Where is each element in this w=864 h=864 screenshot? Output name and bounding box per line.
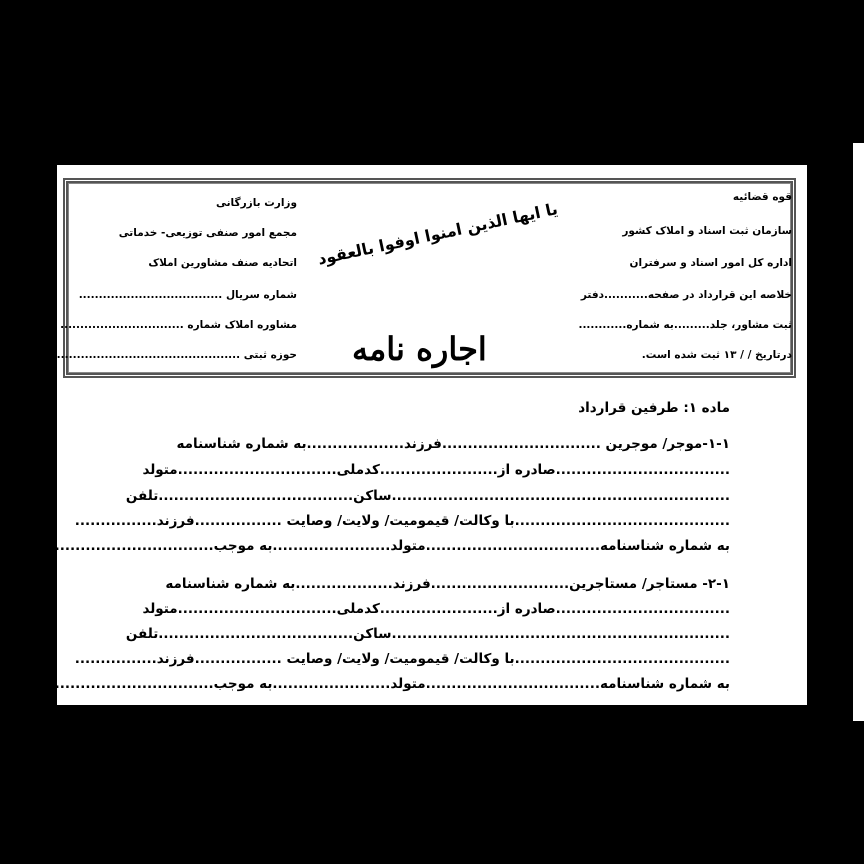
article-1-heading: ماده ۱: طرفین قرارداد (578, 400, 730, 416)
header-right-judiciary: قوه قضائیه (732, 191, 792, 203)
tenant-line-5: به شماره شناسنامه..................................متولد.......................به موجب..................................... (23, 676, 730, 692)
landlord-line-1: ۱-۱-موجر/ موجرین ...............................فرزند...................به شماره شناسنامه (176, 436, 730, 452)
tenant-line-1: ۲-۱- مستاجر/ مستاجرین...........................فرزند...................به شماره شناسنامه (165, 576, 730, 592)
header-left-ministry: وزارت بازرگانی (215, 197, 297, 209)
header-left-union: اتحادیه صنف مشاورین املاک (148, 257, 297, 269)
tenant-line-2: ..................................صادره از.......................کدملی...............................متولد (142, 601, 730, 617)
landlord-line-2: ..................................صادره از.......................کدملی...............................متولد (142, 462, 730, 478)
header-left-registry-zone: حوزه ثبتی ............................................... (52, 349, 297, 361)
header-left-agency-number: مشاوره املاک شماره ............................... (60, 319, 297, 331)
header-left-guild-assembly: مجمع امور صنفی توزیعی- خدماتی (118, 227, 297, 239)
landlord-line-5: به شماره شناسنامه..................................متولد.......................به موجب..................................... (23, 538, 730, 554)
landlord-line-4: ..........................................با وکالت/ قیمومیت/ ولایت/ وصایت .................فرزند................ (74, 513, 730, 529)
header-right-summary-page: خلاصه این قرارداد در صفحه...........دفتر (580, 289, 792, 301)
header-right-directorate: اداره کل امور اسناد و سرفتران (629, 257, 792, 269)
header-right-registration-date: درتاریخ / / ۱۳ ثبت شده است. (641, 349, 792, 361)
header-right-registration-org: سازمان ثبت اسناد و املاک کشور (622, 225, 792, 237)
document-title: اجاره نامه (352, 330, 487, 368)
adjacent-page-edge (853, 143, 864, 721)
quran-verse: یا ایها الذین امنوا اوفوا بالعقود (316, 199, 560, 269)
tenant-line-4: ..........................................با وکالت/ قیمومیت/ ولایت/ وصایت .................فرزند................ (74, 651, 730, 667)
landlord-line-3: ..................................................................ساکن......................................تلفن (125, 488, 730, 504)
header-left-serial-number: شماره سریال .................................... (78, 289, 297, 301)
tenant-line-3: ..................................................................ساکن......................................تلفن (125, 626, 730, 642)
header-right-registration-volume: ثبت مشاور، جلد.........به شماره............ (578, 319, 792, 331)
